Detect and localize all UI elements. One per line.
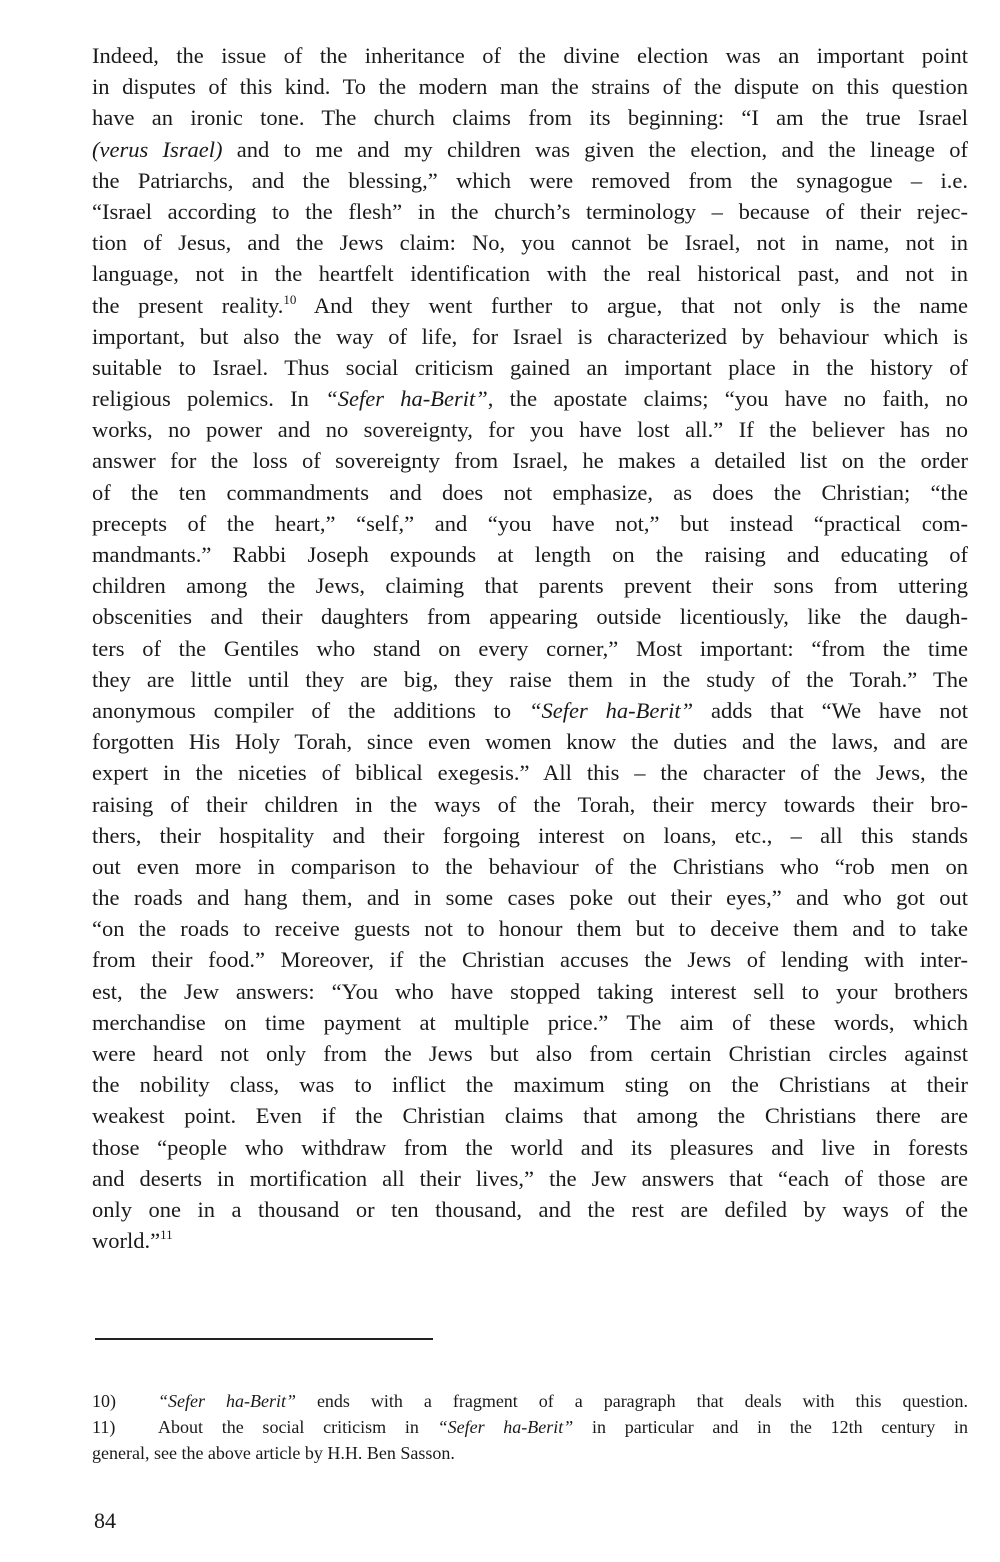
text-run: anonymous compiler of the additions to — [92, 697, 530, 723]
text-line: expert in the niceties of biblical exegesis.” All this – the character of the Jews, the — [92, 760, 968, 786]
text-line: Indeed, the issue of the inheritance of the divine election was an important point — [92, 43, 968, 68]
text-line: est, the Jew answers: “You who have stopped taking interest sell to your brothers — [92, 978, 968, 1004]
text-run: adds that “We have not — [693, 697, 968, 723]
footnote-ref-11: 11 — [160, 1227, 173, 1243]
text-line: “Israel according to the flesh” in the church’s terminology – because of their rejec- — [92, 198, 968, 224]
text-line — [92, 695, 968, 726]
text-line: answer for the loss of sovereignty from Israel, he makes a detailed list on the order — [92, 448, 968, 474]
text-line: from their food.” Moreover, if the Christian accuses the Jews of lending with inter- — [92, 947, 968, 973]
text-run: ends with a fragment of a paragraph that deals with this question. — [295, 1391, 968, 1411]
text-line — [92, 290, 968, 321]
text-line — [92, 134, 968, 165]
text-line — [92, 1225, 968, 1256]
text-line: have an ironic tone. The church claims from its beginning: “I am the true Israel — [92, 105, 968, 131]
text-line: were heard not only from the Jews but also from certain Christian circles against — [92, 1041, 968, 1066]
footnote-11 — [92, 1414, 968, 1440]
italic-term: (verus Israel) — [92, 136, 223, 162]
text-line: only one in a thousand or ten thousand, and the rest are defiled by ways of the — [92, 1196, 968, 1222]
text-line: those “people who withdraw from the world and its pleasures and live in forests — [92, 1134, 968, 1160]
text-line: of the ten commandments and does not emphasize, as does the Christian; “the — [92, 479, 968, 505]
text-line: forgotten His Holy Torah, since even women know the duties and the laws, and are — [92, 729, 968, 755]
text-line: mandmants.” Rabbi Joseph expounds at length on the raising and educating of — [92, 542, 968, 567]
text-line — [92, 383, 968, 414]
text-line: the nobility class, was to inflict the maximum sting on the Christians at their — [92, 1072, 968, 1098]
text-run: the present reality. — [92, 292, 284, 318]
text-line: thers, their hospitality and their forgoing interest on loans, etc., – all this stands — [92, 822, 968, 848]
italic-title: “Sefer ha-Berit” — [437, 1417, 574, 1437]
text-line: important, but also the way of life, for Israel is characterized by behaviour which is — [92, 323, 968, 349]
text-line: the Patriarchs, and the blessing,” which were removed from the synagogue – i.e. — [92, 167, 968, 193]
text-line: in disputes of this kind. To the modern man the strains of the dispute on this question — [92, 74, 968, 100]
text-line: raising of their children in the ways of the Torah, their mercy towards their bro- — [92, 791, 968, 817]
text-run: And they went further to argue, that not only is the name — [296, 292, 968, 318]
page-number: 84 — [94, 1508, 116, 1533]
text-line: works, no power and no sovereignty, for you have lost all.” If the believer has no — [92, 417, 968, 443]
footnotes — [92, 1388, 968, 1466]
text-line: obscenities and their daughters from appearing outside licentiously, like the daugh- — [92, 604, 968, 630]
text-line: language, not in the heartfelt identification with the real historical past, and not in — [92, 261, 968, 287]
text-line: and deserts in mortification all their lives,” the Jew answers that “each of those are — [92, 1165, 968, 1191]
footnote-ref-10: 10 — [283, 291, 297, 307]
text-line: ters of the Gentiles who stand on every corner,” Most important: “from the time — [92, 635, 968, 661]
footnote-number: 10) — [92, 1391, 116, 1411]
footnote-separator — [95, 1338, 433, 1340]
text-line: they are little until they are big, they raise them in the study of the Torah.” The — [92, 666, 968, 692]
footnote-number: 11) — [92, 1417, 116, 1437]
italic-title: “Sefer ha-Berit” — [158, 1391, 296, 1411]
text-line: merchandise on time payment at multiple price.” The aim of these words, which — [92, 1009, 968, 1035]
text-line: weakest point. Even if the Christian claims that among the Christians there are — [92, 1103, 968, 1129]
text-line: suitable to Israel. Thus social criticism gained an important place in the history of — [92, 354, 968, 380]
main-text-block — [92, 40, 968, 1256]
text-line: children among the Jews, claiming that parents prevent their sons from uttering — [92, 573, 968, 599]
text-run: , the apostate claims; “you have no faith, no — [487, 386, 968, 412]
text-line: out even more in comparison to the behaviour of the Christians who “rob men on — [92, 853, 968, 879]
text-run: religious polemics. In — [92, 386, 326, 412]
italic-title: “Sefer ha-Berit” — [325, 386, 488, 412]
footnote-11-continuation: general, see the above article by H.H. Ben Sasson. — [92, 1443, 455, 1463]
text-line: the roads and hang them, and in some cases poke out their eyes,” and who got out — [92, 885, 968, 911]
text-line: tion of Jesus, and the Jews claim: No, you cannot be Israel, not in name, not in — [92, 230, 968, 256]
text-run: in particular and in the 12th century in — [573, 1417, 968, 1437]
text-run: world.” — [92, 1228, 161, 1254]
text-run: and to me and my children was given the election, and the lineage of — [222, 136, 969, 162]
text-line: precepts of the heart,” “self,” and “you have not,” but instead “practical com- — [92, 510, 968, 536]
text-line: “on the roads to receive guests not to honour them but to deceive them and to take — [92, 916, 968, 942]
italic-title: “Sefer ha-Berit” — [529, 697, 694, 723]
text-run: About the social criticism in — [158, 1417, 438, 1437]
footnote-10 — [92, 1388, 968, 1414]
